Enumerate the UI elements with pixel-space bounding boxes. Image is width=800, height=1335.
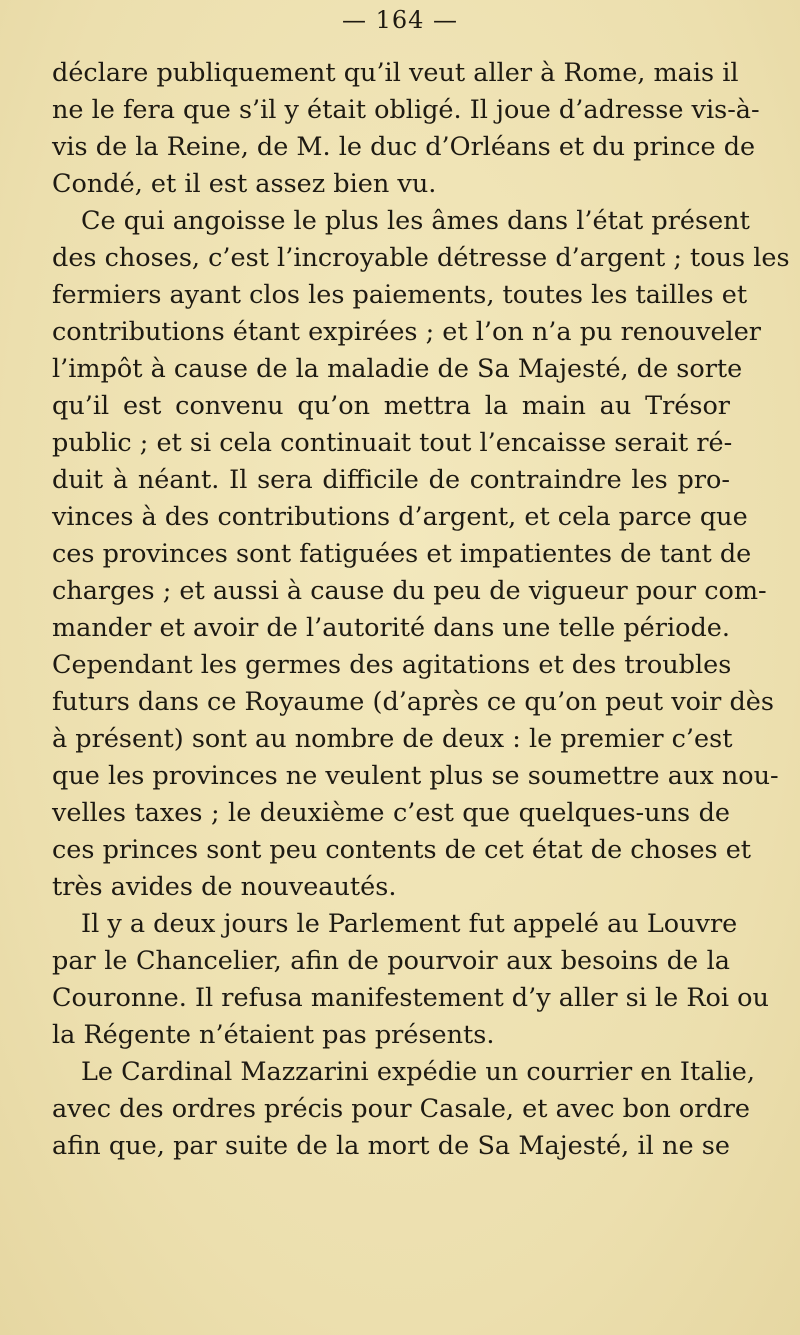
text-line: Le Cardinal Mazzarini expédie un courrier en Italie, — [81, 1057, 755, 1087]
text-line: déclare publiquement qu’il veut aller à Rome, mais il — [52, 58, 739, 88]
text-line: public ; et si cela continuait tout l’encaisse serait ré- — [52, 428, 733, 458]
text-line: vis de la Reine, de M. le duc d’Orléans et du prince de — [52, 132, 756, 162]
text-line: à présent) sont au nombre de deux : le premier c’est — [52, 724, 733, 754]
text-line: afin que, par suite de la mort de Sa Majesté, il ne se — [52, 1131, 730, 1161]
text-line: que les provinces ne veulent plus se soumettre aux nou- — [52, 761, 779, 791]
text-line: vinces à des contributions d’argent, et cela parce que — [52, 502, 748, 532]
text-line: velles taxes ; le deuxième c’est que quelques-uns de — [52, 798, 730, 828]
text-line: charges ; et aussi à cause du peu de vigueur pour com- — [52, 576, 767, 606]
text-line: Il y a deux jours le Parlement fut appelé au Louvre — [81, 909, 738, 939]
text-line: très avides de nouveautés. — [52, 872, 397, 902]
text-line: contributions étant expirées ; et l’on n’a pu renouveler — [52, 317, 761, 347]
text-line: qu’il est convenu qu’on mettra la main au Trésor — [52, 391, 730, 421]
text-line: Ce qui angoisse le plus les âmes dans l’état présent — [81, 206, 750, 236]
text-line: fermiers ayant clos les paiements, toutes les tailles et — [52, 280, 748, 310]
text-line: ne le fera que s’il y était obligé. Il joue d’adresse vis-à- — [52, 95, 760, 125]
page-number: — 164 — — [341, 6, 459, 34]
text-line: avec des ordres précis pour Casale, et avec bon ordre — [52, 1094, 751, 1124]
text-line: l’impôt à cause de la maladie de Sa Majesté, de sorte — [52, 354, 743, 384]
text-line: la Régente n’étaient pas présents. — [52, 1020, 495, 1050]
text-line: mander et avoir de l’autorité dans une telle période. — [52, 613, 730, 643]
text-line: Couronne. Il refusa manifestement d’y aller si le Roi ou — [52, 983, 769, 1013]
text-line: futurs dans ce Royaume (d’après ce qu’on peut voir dès — [52, 687, 774, 717]
text-line: ces provinces sont fatiguées et impatientes de tant de — [52, 539, 752, 569]
text-line: des choses, c’est l’incroyable détresse d’argent ; tous les — [52, 243, 790, 273]
text-line: par le Chancelier, afin de pourvoir aux besoins de la — [52, 946, 730, 976]
body-text — [52, 55, 790, 1165]
text-line: duit à néant. Il sera difficile de contraindre les pro- — [52, 465, 730, 495]
text-line: ces princes sont peu contents de cet état de choses et — [52, 835, 752, 865]
text-line: Cependant les germes des agitations et des troubles — [52, 650, 732, 680]
text-line: Condé, et il est assez bien vu. — [52, 169, 437, 199]
